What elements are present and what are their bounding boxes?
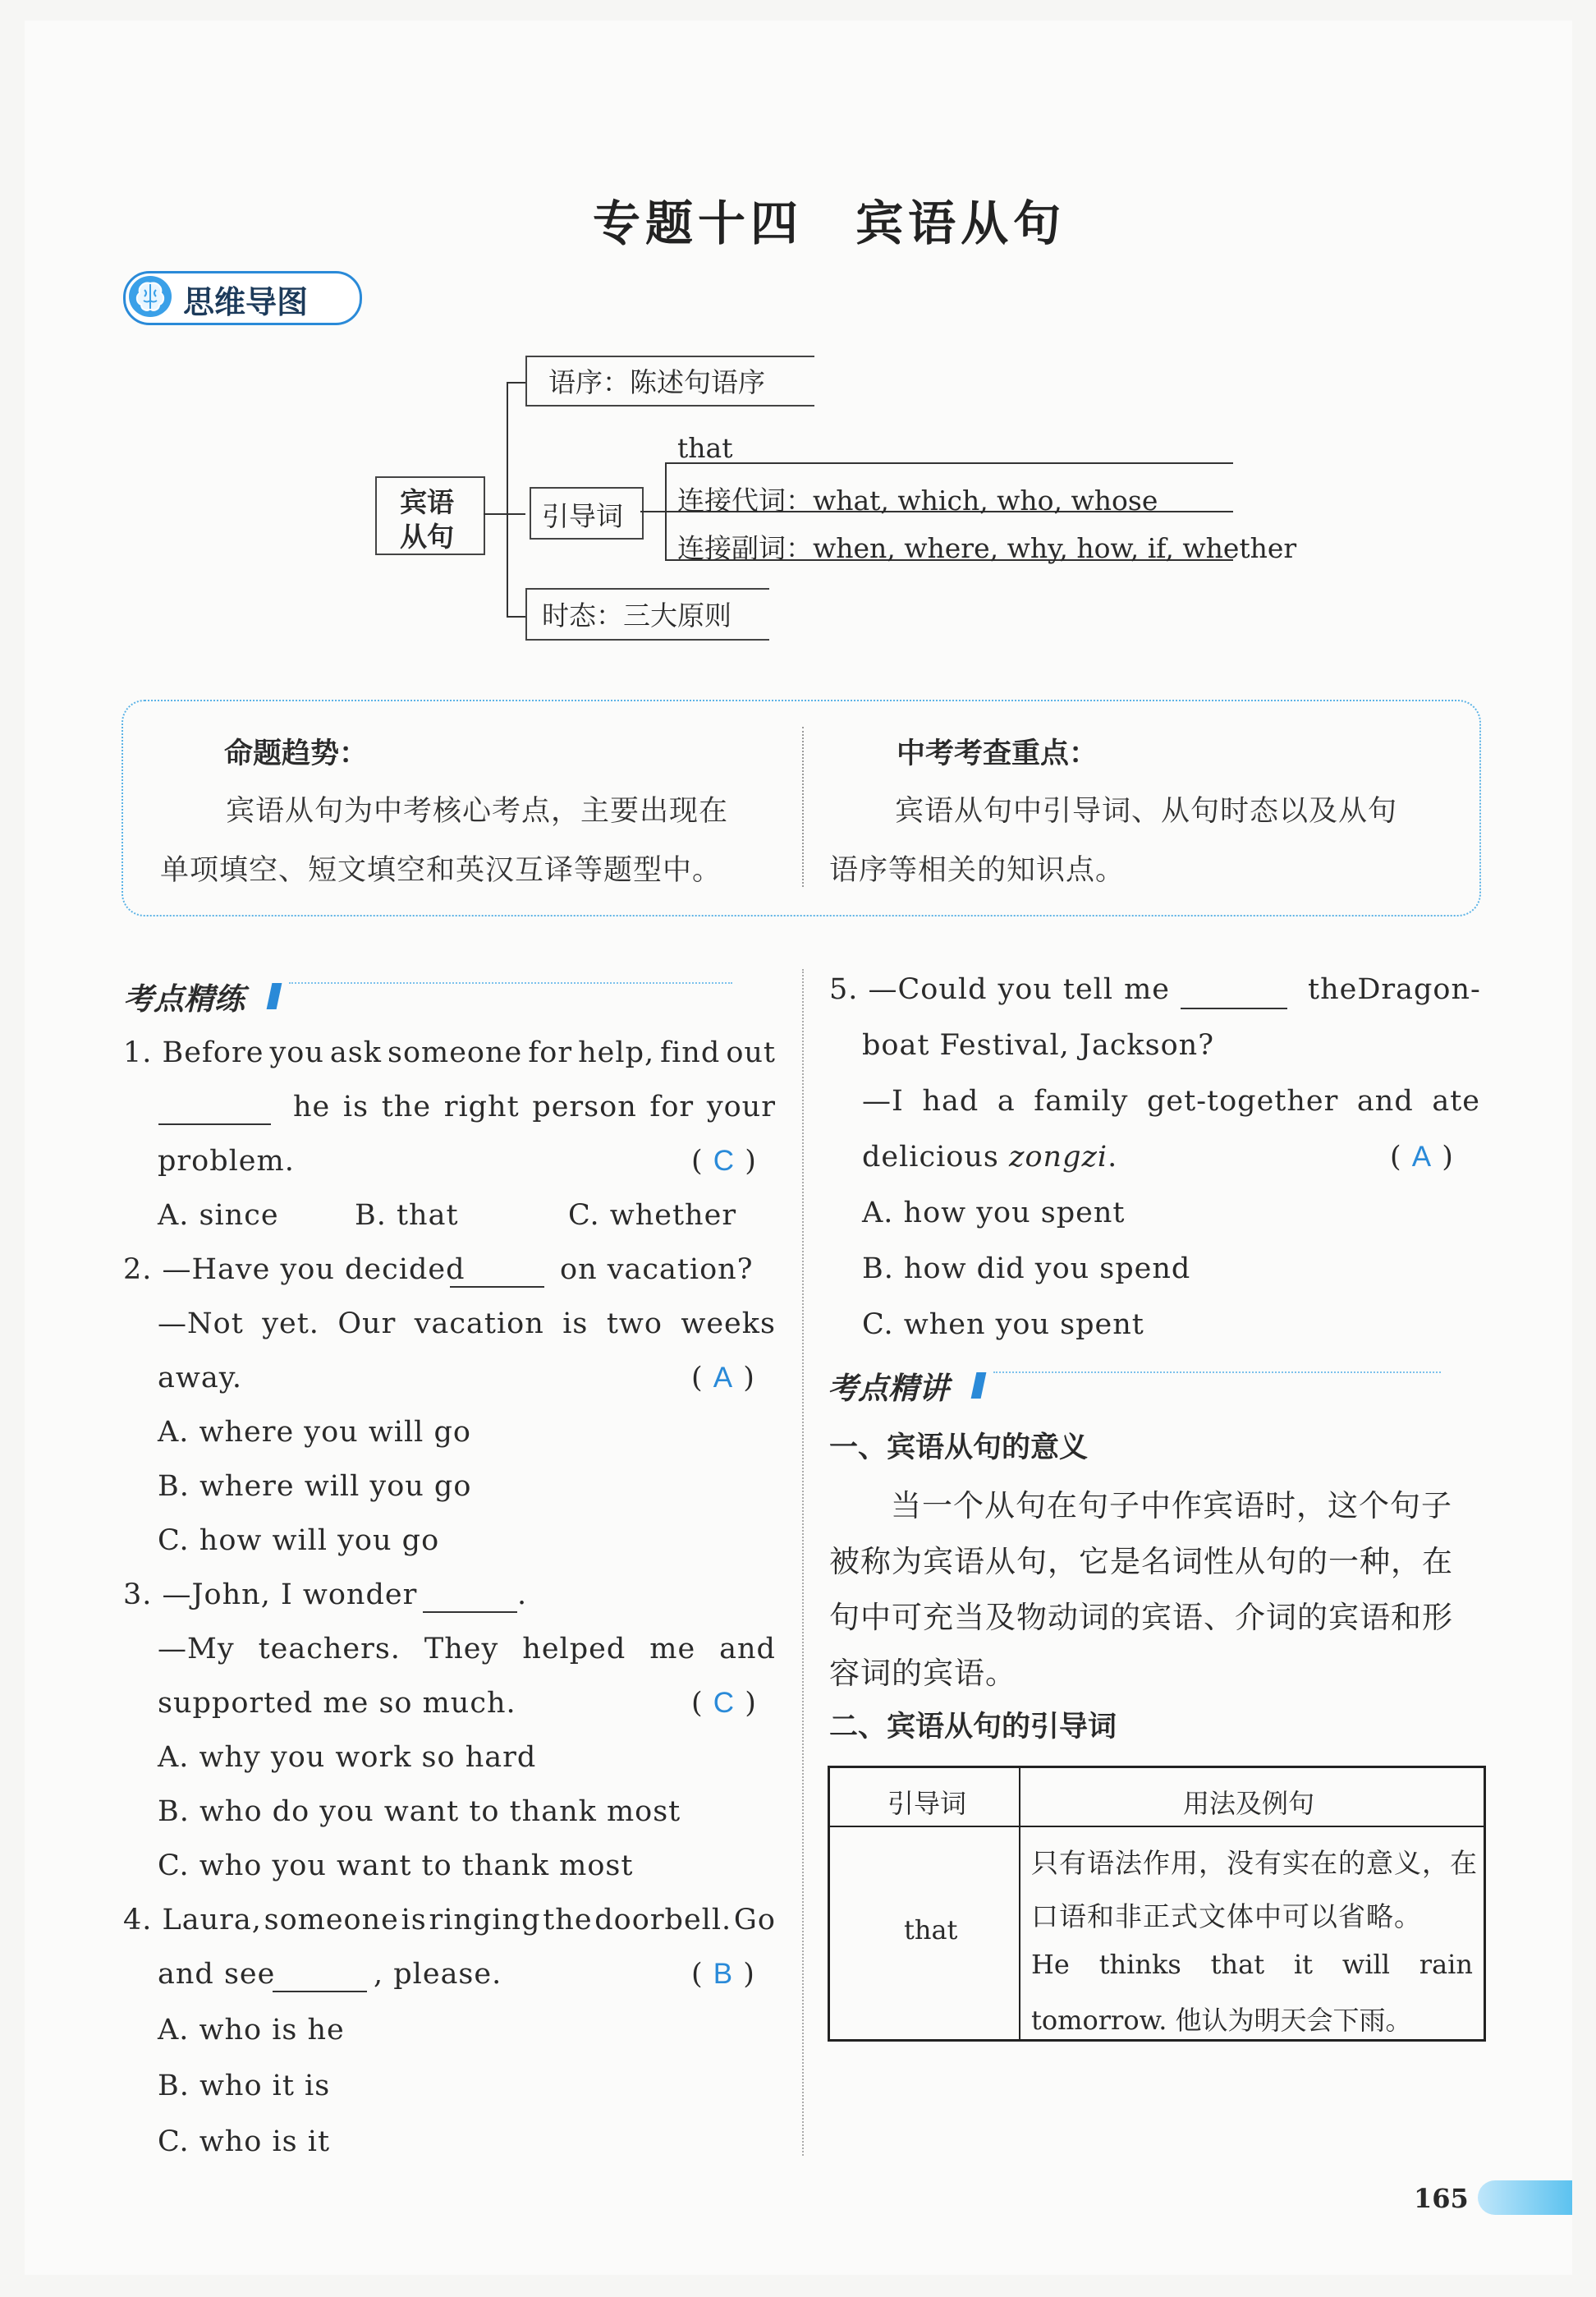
word: the: [1308, 973, 1358, 1006]
table-header-usage: 用法及例句: [1183, 1788, 1315, 1819]
mind-map-badge: [123, 271, 362, 325]
word: —I: [862, 1085, 904, 1118]
mindmap-adverbs: 连接副词：when, where, why, how, if, whether: [677, 532, 1297, 564]
word: is: [342, 1091, 369, 1123]
q2-option-a[interactable]: A. where you will go: [158, 1416, 471, 1449]
word: Our: [337, 1307, 397, 1340]
q5-line2: boat Festival, Jackson?: [862, 1029, 1214, 1062]
q4-line2a: and see: [158, 1958, 276, 1991]
word: get-together: [1147, 1085, 1339, 1118]
connective-table: [828, 1766, 1486, 2042]
q2-blank[interactable]: [450, 1286, 544, 1288]
table-cell-that: that: [904, 1914, 958, 1946]
focus-heading: 中考考查重点：: [897, 737, 1098, 770]
section2-title: 二、宾语从句的引导词: [829, 1711, 1117, 1743]
table-row-divider: [830, 1826, 1484, 1827]
table-example-line1: [1031, 1949, 1473, 1980]
word: you: [269, 1036, 324, 1069]
word: is: [401, 1904, 427, 1936]
word: weeks: [681, 1307, 776, 1340]
word: is: [562, 1307, 589, 1340]
heading-dotted-rule: [993, 1371, 1441, 1373]
word: He: [1031, 1949, 1070, 1980]
brain-icon-glyph: [129, 276, 172, 317]
answer-letter: C: [713, 1145, 736, 1177]
column-divider: [802, 969, 804, 2156]
q2-line1b: on vacation?: [560, 1253, 754, 1286]
answer-letter: C: [713, 1687, 736, 1719]
q1-blank[interactable]: [158, 1123, 271, 1125]
q2-line1a: 2. —Have you decided: [123, 1253, 466, 1286]
word: it: [1293, 1949, 1313, 1980]
section1-title: 一、宾语从句的意义: [829, 1431, 1089, 1464]
q5-line3: [862, 1085, 1480, 1118]
word: teachers.: [258, 1633, 401, 1665]
word: vacation: [414, 1307, 544, 1340]
practice-heading: 考点精练: [123, 981, 245, 1017]
word: and: [719, 1633, 776, 1665]
q1-option-b[interactable]: B. that: [355, 1199, 459, 1232]
section1-line1: 当一个从句在句子中作宾语时，这个句子: [891, 1488, 1452, 1523]
answer-letter: B: [713, 1958, 734, 1990]
word: rain: [1419, 1949, 1473, 1980]
q3-answer: ( C ): [691, 1687, 757, 1720]
word: a: [997, 1085, 1016, 1118]
table-example-line2: tomorrow. 他认为明天会下雨。: [1031, 2005, 1412, 2036]
word: someone: [264, 1904, 399, 1936]
page-number: 165: [1414, 2183, 1469, 2214]
table-header-word: 引导词: [887, 1788, 967, 1819]
q3-option-c[interactable]: C. who you want to thank most: [158, 1849, 634, 1882]
mindmap-root-line2: 从句: [400, 521, 454, 553]
word: you: [998, 973, 1053, 1006]
connector: [507, 513, 525, 515]
word: right: [443, 1091, 520, 1123]
word: zongzi: [1009, 1141, 1108, 1174]
word: will: [1341, 1949, 1390, 1980]
word: Dragon-: [1357, 973, 1481, 1006]
word: 1. Before: [123, 1036, 264, 1069]
q2-option-c[interactable]: C. how will you go: [158, 1524, 440, 1557]
section1-line2: 被称为宾语从句，它是名词性从句的一种，在: [829, 1544, 1453, 1579]
q5-line1a: [829, 973, 1170, 1006]
trend-line2: 单项填空、短文填空和英汉互译等题型中。: [160, 854, 722, 887]
q3-option-b[interactable]: B. who do you want to thank most: [158, 1795, 681, 1828]
q5-line1b: [1308, 973, 1480, 1006]
word: tell: [1062, 973, 1114, 1006]
q2-line2: [158, 1307, 776, 1340]
word: for: [528, 1036, 573, 1069]
word: delicious: [862, 1141, 1010, 1174]
mindmap-intro: 引导词: [542, 500, 623, 532]
mindmap-pronouns: 连接代词：what, which, who, whose: [677, 485, 1158, 517]
q5-option-b[interactable]: B. how did you spend: [862, 1252, 1191, 1285]
q5-blank[interactable]: [1181, 1008, 1287, 1009]
word: and: [1356, 1085, 1414, 1118]
word: helped: [522, 1633, 626, 1665]
word: 5. —Could: [829, 973, 988, 1006]
connector: [507, 382, 525, 384]
word: had: [922, 1085, 979, 1118]
q2-line3: away.: [158, 1362, 242, 1394]
word: family: [1034, 1085, 1129, 1118]
section1-line4: 容词的宾语。: [829, 1656, 1016, 1691]
q1-line1: [123, 1036, 776, 1069]
word: doorbell.: [594, 1904, 732, 1936]
word: find: [660, 1036, 721, 1069]
q3-line1b: .: [517, 1578, 528, 1611]
word: that: [1210, 1949, 1265, 1980]
page-title: 专题十四 宾语从句: [593, 195, 1066, 251]
answer-letter: A: [1411, 1141, 1433, 1173]
q4-option-a[interactable]: A. who is he: [158, 2014, 345, 2047]
connector: [507, 616, 525, 618]
q1-answer: ( C ): [691, 1145, 757, 1178]
q3-line2: [158, 1633, 776, 1665]
connector: [507, 382, 508, 618]
table-usage-line2: 口语和非正式文体中可以省略。: [1031, 1900, 1422, 1932]
word: —Not: [158, 1307, 244, 1340]
word: for: [649, 1091, 695, 1123]
word: the: [381, 1091, 432, 1123]
brain-icon: [129, 276, 172, 317]
q3-blank[interactable]: [423, 1611, 517, 1613]
word: the: [543, 1904, 593, 1936]
page-number-bar: [1478, 2180, 1572, 2215]
word: They: [424, 1633, 499, 1665]
mindmap-that: that: [677, 432, 733, 464]
q1-option-c[interactable]: C. whether: [568, 1199, 737, 1232]
q2-answer: ( A ): [691, 1362, 755, 1394]
lecture-heading: 考点精讲: [828, 1371, 949, 1406]
q5-option-c[interactable]: C. when you spent: [862, 1308, 1144, 1341]
section1-line3: 句中可充当及物动词的宾语、介词的宾语和形: [829, 1600, 1453, 1635]
q2-option-b[interactable]: B. where will you go: [158, 1470, 472, 1503]
word: me: [1124, 973, 1170, 1006]
word: ate: [1432, 1085, 1480, 1118]
q3-line3: supported me so much.: [158, 1687, 516, 1720]
word: —My: [158, 1633, 235, 1665]
trend-heading: 命题趋势：: [224, 737, 369, 770]
mindmap-tense: 时态：三大原则: [542, 600, 732, 632]
q3-line1a: 3. —John, I wonder: [123, 1578, 418, 1611]
focus-line2: 语序等相关的知识点。: [829, 854, 1126, 887]
word: two: [606, 1307, 663, 1340]
connector: [484, 513, 507, 515]
word: Go: [733, 1904, 776, 1936]
word: yet.: [262, 1307, 319, 1340]
exam-info-divider: [802, 727, 804, 887]
answer-letter: A: [713, 1362, 734, 1394]
q5-answer: ( A ): [1390, 1141, 1454, 1174]
table-col-divider: [1019, 1768, 1020, 2039]
mindmap-root-line1: 宾语: [400, 486, 454, 518]
q5-line4: [862, 1141, 1117, 1174]
word: person: [532, 1091, 637, 1123]
q1-option-a[interactable]: A. since: [158, 1199, 279, 1232]
word: out: [726, 1036, 776, 1069]
connector: [665, 462, 1233, 464]
word: your: [706, 1091, 776, 1123]
word: .: [1108, 1141, 1118, 1174]
q3-option-a[interactable]: A. why you work so hard: [158, 1741, 537, 1774]
trend-line1: 宾语从句为中考核心考点，主要出现在: [226, 795, 729, 828]
q1-line3: problem.: [158, 1145, 295, 1178]
q4-answer: ( B ): [691, 1958, 755, 1991]
connector: [640, 511, 665, 512]
word: someone: [388, 1036, 523, 1069]
word: ask: [329, 1036, 382, 1069]
word: ringing: [429, 1904, 541, 1936]
q4-line1: [123, 1904, 776, 1936]
table-usage-line1: 只有语法作用，没有实在的意义，在: [1031, 1847, 1478, 1879]
word: 4. Laura,: [123, 1904, 262, 1936]
word: help,: [578, 1036, 655, 1069]
q4-blank[interactable]: [273, 1991, 367, 1992]
focus-line1: 宾语从句中引导词、从句时态以及从句: [895, 795, 1398, 828]
q5-option-a[interactable]: A. how you spent: [862, 1197, 1126, 1229]
q1-line2: [293, 1091, 776, 1123]
q4-option-c[interactable]: C. who is it: [158, 2125, 331, 2158]
mindmap-word-order: 语序：陈述句语序: [548, 366, 765, 398]
heading-dotted-rule: [289, 982, 732, 984]
q4-option-b[interactable]: B. who it is: [158, 2070, 331, 2102]
word: thinks: [1098, 1949, 1181, 1980]
badge-label: 思维导图: [183, 284, 309, 320]
word: me: [649, 1633, 696, 1665]
word: he: [293, 1091, 331, 1123]
q4-line2b: , please.: [374, 1958, 502, 1991]
